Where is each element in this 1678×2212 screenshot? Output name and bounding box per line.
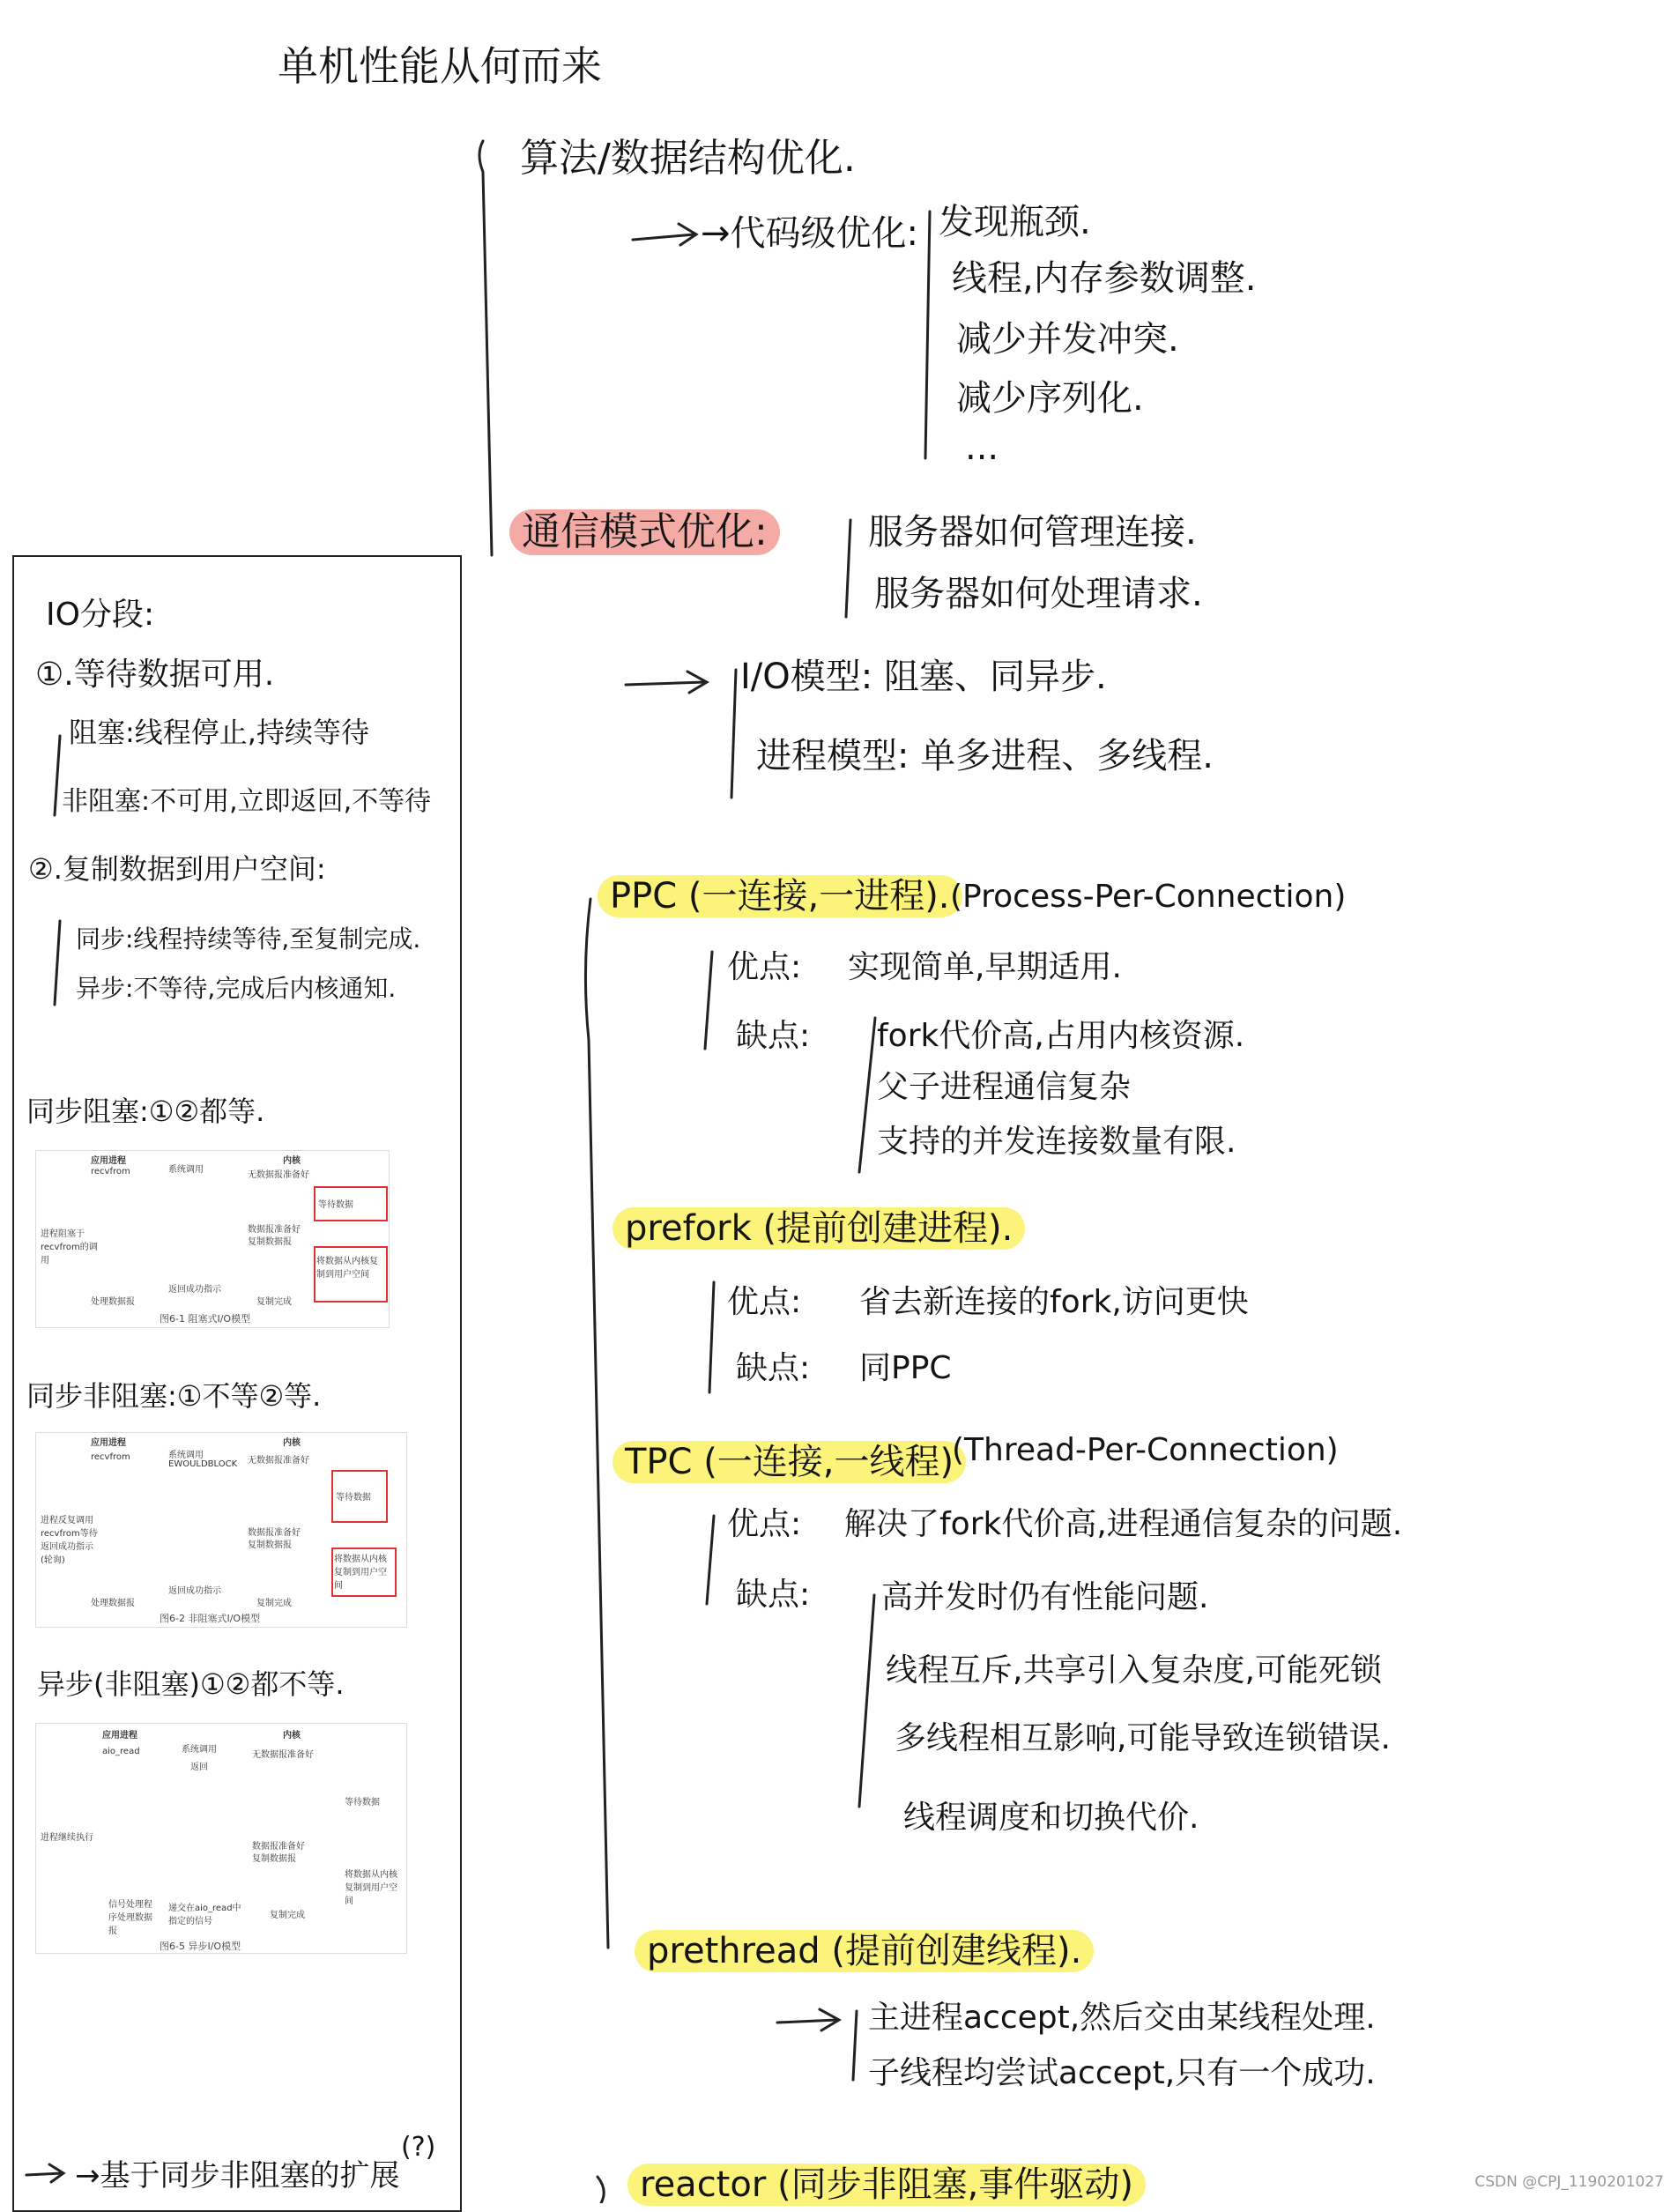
prethread-item: 子线程均尝试accept,只有一个成功. (868, 2055, 1376, 2091)
algo-heading: 算法/数据结构优化. (520, 136, 856, 181)
diagram-label: 复制数据报 (252, 1854, 296, 1864)
ppc-heading: PPC (一连接,一进程). (598, 875, 962, 917)
ppc-cons-item: 支持的并发连接数量有限. (877, 1124, 1236, 1160)
ppc-cons-item: 父子进程通信复杂 (877, 1069, 1132, 1105)
ppc-pros-label: 优点: (727, 949, 802, 985)
tpc-cons-item: 多线程相互影响,可能导致连锁错误. (895, 1720, 1391, 1756)
io-step2: ②.复制数据到用户空间: (28, 852, 326, 886)
diagram-label: 处理数据报 (91, 1297, 135, 1307)
diagram-label: 复制完成 (270, 1911, 305, 1920)
diagram-label: 将数据从内核复制到用户空间 (334, 1555, 387, 1591)
diagram-label: 等待数据 (345, 1798, 380, 1807)
diagram-label: 进程继续执行 (41, 1833, 93, 1843)
prefork-pros: 省去新连接的fork,访问更快 (859, 1284, 1249, 1320)
question-note: (?) (401, 2132, 436, 2163)
async-nonblocking-label: 异步(非阻塞)①②都不等. (37, 1667, 345, 1701)
prefork-cons-label: 缺点: (736, 1350, 811, 1386)
diagram-label: 信号处理程序处理数据报 (108, 1900, 152, 1936)
sync-nonblocking-label: 同步非阻塞:①不等②等. (26, 1379, 322, 1413)
comm-heading: 通信模式优化: (509, 509, 780, 555)
diagram-label: 进程反复调用recvfrom等待返回成功指示(轮询) (41, 1516, 98, 1565)
io-model: I/O模型: 阻塞、同异步. (740, 657, 1107, 697)
diagram-label: 系统调用 (168, 1165, 204, 1175)
diagram-label: 复制完成 (256, 1599, 292, 1608)
diagram-label: 系统调用 (182, 1745, 217, 1755)
page-title: 单机性能从何而来 (278, 42, 602, 90)
io-sync: 同步:线程持续等待,至复制完成. (76, 924, 421, 954)
comm-item: 服务器如何处理请求. (874, 574, 1203, 614)
prefork-pros-label: 优点: (727, 1284, 802, 1320)
diagram-label: 内核 (283, 1438, 301, 1448)
prethread-item: 主进程accept,然后交由某线程处理. (868, 2000, 1376, 2036)
algo-item: ... (965, 427, 999, 468)
diagram-label: 复制数据报 (248, 1540, 292, 1550)
ppc-pros: 实现简单,早期适用. (848, 949, 1122, 985)
diagram-label: 将数据从内核复制到用户空间 (345, 1870, 397, 1906)
io-async: 异步:不等待,完成后内核通知. (76, 974, 397, 1003)
diagram-label: 内核 (283, 1156, 301, 1166)
diagram-label: 内核 (283, 1731, 301, 1741)
algo-item: 发现瓶颈. (939, 202, 1091, 242)
diagram-label: 返回 (190, 1763, 208, 1772)
diagram-label: 应用进程 (91, 1438, 126, 1448)
async-io-diagram (35, 1723, 407, 1954)
ppc-cons-label: 缺点: (736, 1018, 811, 1054)
reactor-heading: reactor (同步非阻塞,事件驱动) (627, 2164, 1146, 2206)
tpc-cons-label: 缺点: (736, 1577, 811, 1613)
prefork-cons: 同PPC (859, 1350, 952, 1386)
ppc-subtitle: (Process-Per-Connection) (950, 879, 1347, 915)
diagram-label: 复制完成 (256, 1297, 292, 1307)
sync-nonblock-extension: →基于同步非阻塞的扩展 (75, 2158, 400, 2193)
io-nonblocking: 非阻塞:不可用,立即返回,不等待 (62, 786, 432, 817)
io-blocking: 阻塞:线程停止,持续等待 (69, 716, 369, 749)
diagram-label: 返回成功指示 (168, 1285, 221, 1295)
io-step1: ①.等待数据可用. (35, 657, 275, 693)
prefork-heading: prefork (提前创建进程). (613, 1207, 1025, 1250)
tpc-subtitle: (Thread-Per-Connection) (952, 1432, 1339, 1468)
nonblocking-io-diagram (35, 1432, 407, 1628)
diagram-label: 系统调用 (168, 1451, 204, 1460)
diagram-caption: 图6-2 非阻塞式I/O模型 (160, 1613, 261, 1624)
algo-item: 减少并发冲突. (956, 319, 1179, 360)
tpc-pros-label: 优点: (727, 1506, 802, 1542)
diagram-label: 返回成功指示 (168, 1586, 221, 1596)
algo-item: 减少序列化. (956, 378, 1144, 419)
diagram-label: 应用进程 (91, 1156, 126, 1166)
diagram-label: 进程阻塞于recvfrom的调用 (41, 1229, 98, 1266)
ppc-cons-item: fork代价高,占用内核资源. (877, 1018, 1245, 1054)
diagram-label: 数据报准备好 (252, 1842, 305, 1852)
diagram-label: 数据报准备好 (248, 1528, 301, 1538)
tpc-cons-item: 线程调度和切换代价. (903, 1800, 1199, 1836)
diagram-label: aio_read (102, 1747, 140, 1756)
tpc-heading: TPC (一连接,一线程) (613, 1441, 966, 1483)
tpc-cons-item: 线程互斥,共享引入复杂度,可能死锁 (886, 1652, 1382, 1689)
diagram-label: 数据报准备好 (248, 1225, 301, 1235)
diagram-label: 无数据报准备好 (248, 1170, 309, 1180)
watermark: CSDN @CPJ_1190201027 (1474, 2173, 1664, 2191)
diagram-label: EWOULDBLOCK (168, 1459, 238, 1469)
diagram-caption: 图6-1 阻塞式I/O模型 (160, 1313, 251, 1325)
diagram-caption: 图6-5 异步I/O模型 (160, 1941, 241, 1952)
diagram-label: recvfrom (91, 1167, 130, 1177)
prethread-heading: prethread (提前创建线程). (635, 1930, 1094, 1972)
diagram-label: 等待数据 (336, 1493, 371, 1503)
diagram-label: 处理数据报 (91, 1599, 135, 1608)
blocking-io-diagram (35, 1150, 390, 1328)
process-model: 进程模型: 单多进程、多线程. (756, 736, 1214, 776)
tpc-cons-item: 高并发时仍有性能问题. (881, 1579, 1209, 1615)
diagram-label: 无数据报准备好 (252, 1750, 314, 1760)
algo-item: 线程,内存参数调整. (952, 258, 1257, 299)
code-level-label: →代码级优化: (701, 213, 918, 254)
sync-blocking-label: 同步阻塞:①②都等. (26, 1095, 265, 1128)
diagram-label: 等待数据 (318, 1200, 353, 1210)
diagram-label: 复制数据报 (248, 1237, 292, 1247)
diagram-label: recvfrom (91, 1452, 130, 1462)
diagram-label: 无数据报准备好 (248, 1456, 309, 1466)
diagram-label: 将数据从内核复制到用户空间 (316, 1257, 378, 1280)
diagram-label: 递交在aio_read中指定的信号 (168, 1904, 241, 1926)
comm-item: 服务器如何管理连接. (868, 512, 1197, 553)
diagram-label: 应用进程 (102, 1731, 137, 1741)
tpc-pros: 解决了fork代价高,进程通信复杂的问题. (844, 1506, 1403, 1542)
io-phases-title: IO分段: (46, 597, 155, 633)
